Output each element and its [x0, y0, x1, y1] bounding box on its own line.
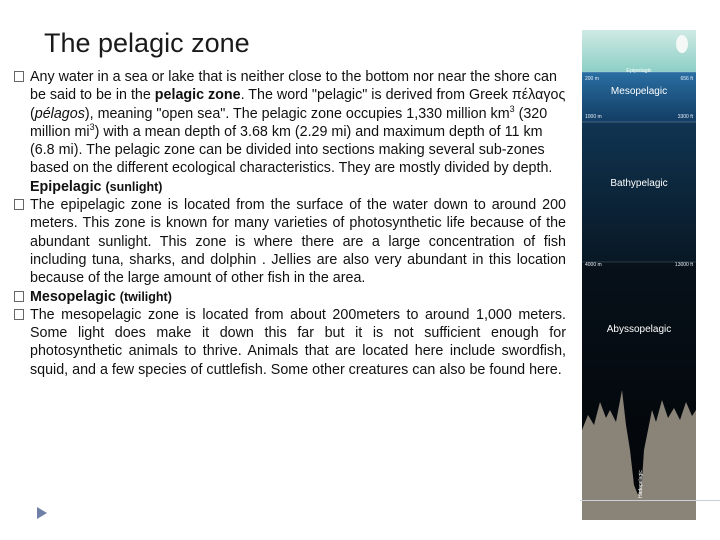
- mesopelagic-text: The mesopelagic zone is located from about 200meters to around 1,000 meters. Some light does make it down this far but it is not sufficient enough for photosynthetic animals to thrive. Animals that are located here include swordfish, squid, and a few species of cuttlefish. Some other creatures can also be found here.: [30, 306, 566, 378]
- intro-part-5: ) with a mean depth of 3.68 km (2.29 mi) and maximum depth of 11 km (6.8 mi). The pelagic zone can be divided into sections making several sub-zones based on the different ecological characteristics. They are mostly divided by depth.: [30, 123, 553, 177]
- mesopelagic-label: Mesopelagic: [30, 288, 116, 305]
- epipelagic-text: The epipelagic zone is located from the surface of the water down to around 200 meters. This zone is known for many varieties of photosynthetic life because of the abundant sunlight. This zone is where there are a large concentration of fish including tuna, sharks, and dolphin . Jellies are also very abundant in this location because of the large amount of other fish in the area.: [30, 197, 566, 287]
- depth-left-4000: 4000 m: [585, 262, 602, 268]
- intro-part-2: . The word "pelagic" is derived from Greek πέλαγος (: [30, 87, 566, 122]
- zone-label-epipelagic: Epipelagic: [626, 68, 652, 74]
- intro-part-4: (320 million mi: [30, 105, 548, 140]
- epipelagic-heading: [30, 178, 566, 196]
- bullet-mesopelagic: [14, 306, 566, 379]
- depth-left-1000: 1000 m: [585, 114, 602, 120]
- greek-term: pélagos: [34, 105, 85, 122]
- moon-icon: [676, 35, 688, 53]
- epipelagic-note: (sunlight): [105, 179, 163, 194]
- bullet-box-icon: [14, 309, 24, 320]
- depth-right-656: 656 ft: [680, 76, 693, 82]
- depth-right-13000: 13000 ft: [674, 262, 693, 268]
- bathypelagic-band: [582, 122, 696, 262]
- bullet-mesopelagic-heading: [14, 288, 566, 306]
- zone-label-hadopelagic: Hadopelagic: [638, 470, 644, 498]
- slide-title: The pelagic zone: [44, 28, 250, 58]
- zone-label-mesopelagic: Mesopelagic: [610, 86, 668, 97]
- pelagic-intro-text: [30, 68, 566, 178]
- bullet-box-icon: [14, 291, 24, 302]
- epipelagic-label: Epipelagic: [30, 178, 102, 195]
- intro-part-3: ), meaning "open sea". The pelagic zone occupies 1,330 million km: [84, 105, 510, 122]
- bullet-epipelagic: [14, 196, 566, 287]
- intro-part-1: Any water in a sea or lake that is neither close to the bottom nor near the shore can be said to be in the: [30, 69, 557, 104]
- bullet-list: [14, 68, 566, 379]
- bullet-box-icon: [14, 199, 24, 210]
- pelagic-zone-term: pelagic zone: [154, 87, 241, 104]
- slide-nav-arrow-icon[interactable]: [36, 506, 48, 520]
- bullet-box-icon: [14, 71, 24, 82]
- mesopelagic-note: (twilight): [119, 289, 172, 304]
- depth-right-3300: 3300 ft: [677, 114, 693, 120]
- ocean-zones-diagram: [582, 30, 696, 520]
- depth-left-200: 200 m: [585, 76, 599, 82]
- superscript-km3: 3: [509, 103, 515, 114]
- zone-label-abyssopelagic: Abyssopelagic: [606, 324, 672, 335]
- footer-divider: [580, 500, 720, 501]
- zone-label-bathypelagic: Bathypelagic: [610, 178, 668, 189]
- bullet-pelagic-intro: [14, 68, 566, 196]
- superscript-mi3: 3: [89, 122, 95, 133]
